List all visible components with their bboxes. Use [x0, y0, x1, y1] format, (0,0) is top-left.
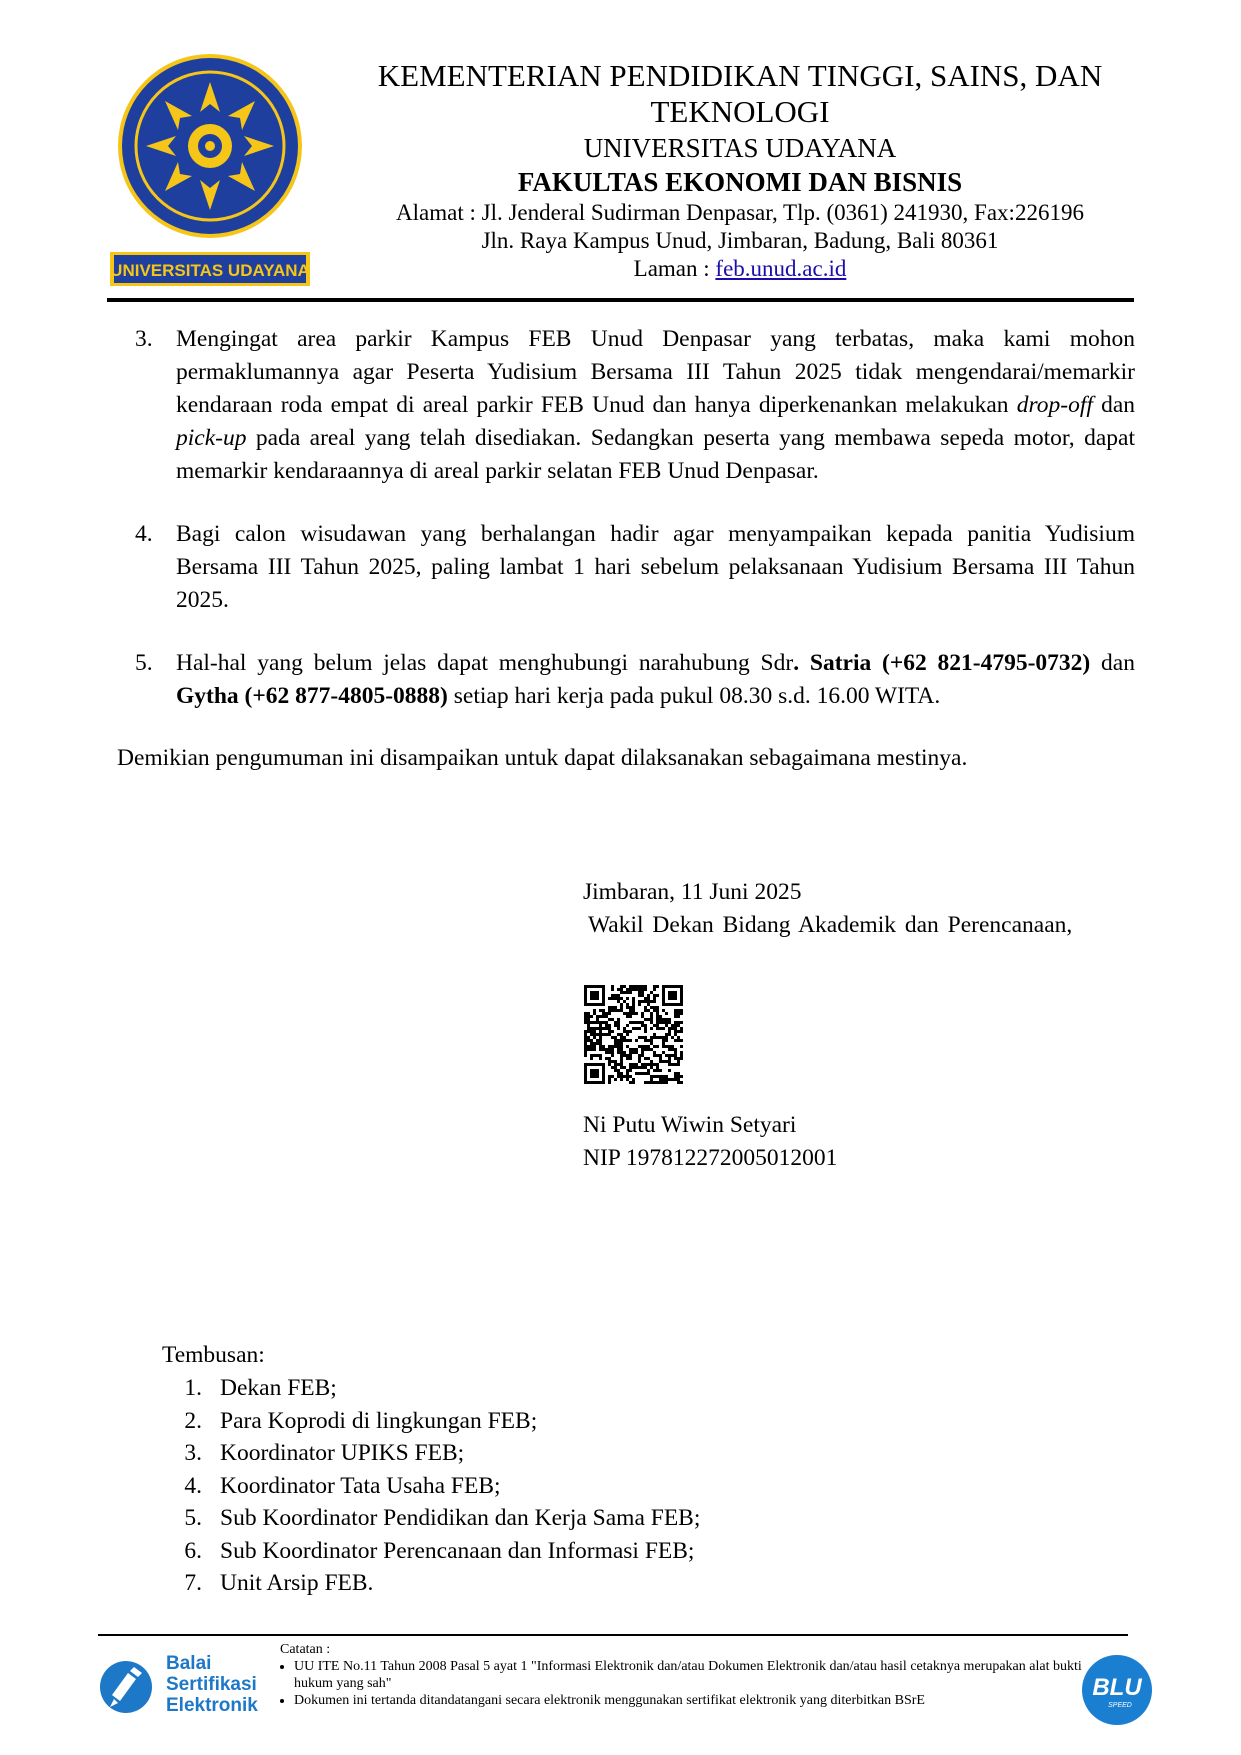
- faculty-name: FAKULTAS EKONOMI DAN BISNIS: [517, 167, 963, 197]
- university-logo: [108, 52, 312, 288]
- bsre-logo-icon: [98, 1655, 154, 1719]
- signatory-nip: NIP 197812272005012001: [583, 1145, 838, 1171]
- blu-subtext: SPEED: [1108, 1702, 1132, 1709]
- cc-number: 6.: [184, 1537, 202, 1564]
- closing-statement: Demikian pengumuman ini disampaikan untuk dapat dilaksanakan sebagaimana mestinya.: [117, 745, 968, 771]
- website-link[interactable]: feb.unud.ac.id: [715, 256, 847, 281]
- cc-number: 5.: [184, 1505, 202, 1531]
- item-number: 3.: [135, 326, 153, 352]
- signature-place-date: Jimbaran, 11 Juni 2025: [583, 879, 802, 905]
- list-item: [135, 518, 1135, 617]
- cc-number: 4.: [184, 1472, 202, 1499]
- logo-text: UNIVERSITAS UDAYANA: [110, 261, 310, 280]
- item-number: 4.: [135, 521, 153, 547]
- website-label: Laman :: [633, 256, 716, 281]
- list-item: [178, 1567, 978, 1600]
- cc-text: Koordinator Tata Usaha FEB;: [220, 1472, 501, 1499]
- cc-number: 2.: [184, 1407, 202, 1434]
- header-divider: [107, 298, 1134, 302]
- item-text: Mengingat area parkir Kampus FEB Unud Denpasar yang terbatas, maka kami mohon permaklumannya agar Peserta Yudisium Bersama III Tahun 2025 tidak mengendarai/memarkir kendaraan roda empat di areal parkir FEB Unud dan hanya diperkenankan melakukan drop-off dan pick-up pada areal yang telah disediakan. Sedangkan peserta yang membawa sepeda motor, dapat memarkir kendaraannya di areal parkir selatan FEB Unud Denpasar.: [176, 326, 1136, 484]
- ministry-name: KEMENTERIAN PENDIDIKAN TINGGI, SAINS, DAN TEKNOLOGI: [377, 58, 1103, 129]
- cc-text: Sub Koordinator Perencanaan dan Informasi FEB;: [220, 1537, 695, 1564]
- footer-note-title: Catatan :: [280, 1642, 331, 1657]
- signatory-name: Ni Putu Wiwin Setyari: [583, 1112, 797, 1138]
- list-item: [178, 1470, 978, 1503]
- list-item: [178, 1437, 978, 1470]
- footer-note: [280, 1641, 1090, 1709]
- item-text: Hal-hal yang belum jelas dapat menghubungi narahubung Sdr. Satria (+62 821-4795-0732) dan Gytha (+62 877-4805-0888) setiap hari kerja pada pukul 08.30 s.d. 16.00 WITA.: [176, 650, 1135, 709]
- tembusan-list: [178, 1372, 978, 1600]
- footer-note-item: • UU ITE No.11 Tahun 2008 Pasal 5 ayat 1 "Informasi Elektronik dan/atau Dokumen Elektronik dan/atau hasil cetaknya merupakan alat bukti hukum yang sah": [294, 1658, 1090, 1692]
- address-line-2: Jln. Raya Kampus Unud, Jimbaran, Badung, Bali 80361: [481, 228, 999, 253]
- cc-text: Unit Arsip FEB.: [220, 1570, 374, 1596]
- bsre-wordmark: [166, 1653, 258, 1716]
- tembusan-title: Tembusan:: [162, 1342, 265, 1368]
- cc-number: 3.: [184, 1440, 202, 1466]
- qr-code: [584, 985, 683, 1084]
- footer-divider: [98, 1634, 1128, 1636]
- list-item: [135, 323, 1135, 488]
- signature-title: Wakil Dekan Bidang Akademik dan Perencanaan,: [588, 912, 1073, 938]
- list-item: [178, 1405, 978, 1438]
- cc-number: 1.: [184, 1375, 202, 1401]
- address-line-1: Alamat : Jl. Jenderal Sudirman Denpasar, Tlp. (0361) 241930, Fax:226196: [396, 200, 1084, 225]
- item-number: 5.: [135, 650, 153, 676]
- list-item: [178, 1372, 978, 1405]
- cc-text: Dekan FEB;: [220, 1375, 337, 1401]
- cc-text: Koordinator UPIKS FEB;: [220, 1440, 465, 1466]
- university-name: UNIVERSITAS UDAYANA: [583, 133, 897, 163]
- blu-text: BLU: [1092, 1674, 1142, 1701]
- blu-speed-logo-icon: [1080, 1653, 1154, 1727]
- bsre-word: Sertifikasi: [166, 1674, 257, 1695]
- list-item: [135, 647, 1135, 713]
- item-text: Bagi calon wisudawan yang berhalangan hadir agar menyampaikan kepada panitia Yudisium Bersama III Tahun 2025, paling lambat 1 hari sebelum pelaksanaan Yudisium Bersama III Tahun 2025.: [176, 521, 1135, 613]
- website-line: [340, 256, 1140, 282]
- bsre-word: Balai: [166, 1653, 212, 1674]
- cc-text: Sub Koordinator Pendidikan dan Kerja Sama FEB;: [220, 1505, 701, 1531]
- cc-text: Para Koprodi di lingkungan FEB;: [220, 1407, 538, 1434]
- footer-note-item: • Dokumen ini tertanda ditandatangani secara elektronik menggunakan sertifikat elektronik yang diterbitkan BSrE: [294, 1692, 1090, 1709]
- list-item: [178, 1502, 978, 1535]
- cc-number: 7.: [184, 1570, 202, 1596]
- list-item: [178, 1535, 978, 1568]
- bsre-word: Elektronik: [166, 1695, 258, 1716]
